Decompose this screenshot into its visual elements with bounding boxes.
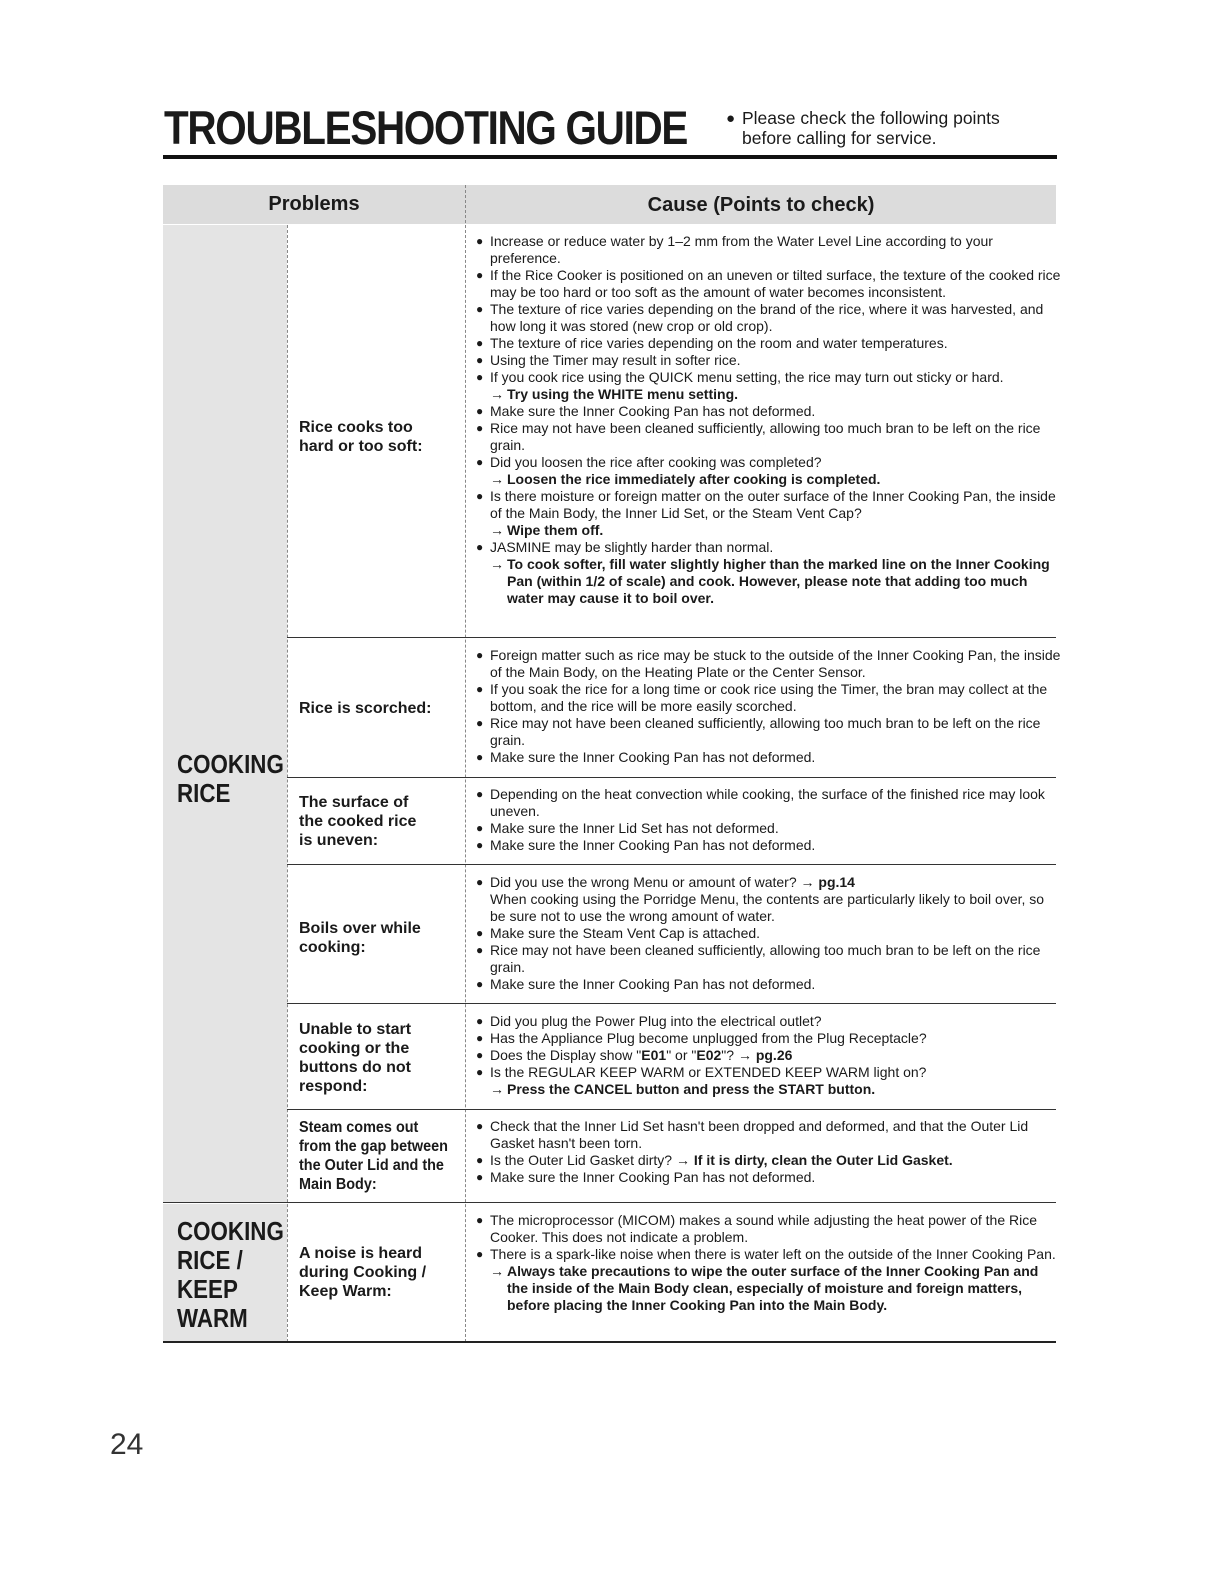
tip-item: → Try using the WHITE menu setting. [490,386,739,402]
list-item: ● Make sure the Inner Cooking Pan has not deformed. [476,837,816,853]
list-item: ● Rice may not have been cleaned sufficiently, allowing too much bran to be left on the rice grain. [476,942,1041,975]
causes-rice-scorched [476,647,1061,766]
problem-rice-scorched: Rice is scorched: [299,700,432,717]
list-item: ● Is there moisture or foreign matter on the outer surface of the Inner Cooking Pan, the inside of the Main Body, the Inner Lid Set, or the Steam Vent Cap? [476,488,1056,521]
row-divider [287,777,1056,778]
category-label-cooking-rice-keep-warm: COOKING RICE / KEEP WARM [177,1216,284,1333]
page-reference: pg.26 [755,1047,793,1063]
list-item: ● There is a spark-like noise when there is water left on the outside of the Inner Cooking Pan. [476,1246,1056,1262]
list-item: ● Foreign matter such as rice may be stuck to the outside of the Inner Cooking Pan, the inside of the Main Body, on the Heating Plate or the Center Sensor. [476,647,1061,680]
header-cause: Cause (Points to check) [647,194,875,216]
service-note-line1: Please check the following points [742,108,1000,128]
causes-steam-gap [476,1118,1061,1186]
list-item: ● Has the Appliance Plug become unplugged from the Plug Receptacle? [476,1030,927,1046]
problem-boils-over: Boils over while cooking: [299,920,421,956]
causes-surface-uneven [476,786,1061,854]
list-item: ● Is the REGULAR KEEP WARM or EXTENDED KEEP WARM light on? [476,1064,927,1080]
header-problems: Problems [268,193,360,215]
arrow-right-icon: → [737,1047,752,1063]
tip-item: → Wipe them off. [490,522,604,538]
tip-item: → Always take precautions to wipe the outer surface of the Inner Cooking Pan and the inside of the Main Body clean, especially of moisture and foreign matters, before placing the Inner Cooking Pan into the Main Body. [490,1263,1039,1313]
list-item: ● Rice may not have been cleaned sufficiently, allowing too much bran to be left on the rice grain. [476,420,1041,453]
list-item: ● If you cook rice using the QUICK menu setting, the rice may turn out sticky or hard. [476,369,1004,385]
list-item: ● Does the Display show "E01" or "E02"? → pg.26 [476,1047,793,1063]
list-item: ● Depending on the heat convection while cooking, the surface of the finished rice may look uneven. [476,786,1045,819]
list-item: ● JASMINE may be slightly harder than normal. [476,539,774,555]
divider-vertical-category [287,225,288,1342]
causes-rice-hard-or-soft [476,233,1061,607]
list-item: ● Did you loosen the rice after cooking was completed? [476,454,822,470]
problem-noise-heard: A noise is heard during Cooking / Keep Warm: [299,1245,427,1300]
list-item: ● Make sure the Inner Cooking Pan has not deformed. [476,403,816,419]
arrow-right-icon: → [490,386,504,402]
arrow-right-icon: → [490,1263,504,1279]
arrow-right-icon: → [490,522,504,538]
tip-item: → Loosen the rice immediately after cooking is completed. [490,471,881,487]
list-item: ● The microprocessor (MICOM) makes a sound while adjusting the heat power of the Rice Cooker. This does not indicate a problem. [476,1212,1038,1245]
arrow-right-icon: → [800,874,815,890]
page-number: 24 [110,1428,144,1461]
table-bottom-rule [163,1341,1056,1343]
causes-noise-heard [476,1212,1061,1314]
list-item: ● Make sure the Inner Cooking Pan has not deformed. [476,976,816,992]
row-divider [287,864,1056,865]
list-item: ● If you soak the rice for a long time or cook rice using the Timer, the bran may collect at the bottom, and the rice will be more easily scorched. [476,681,1048,714]
arrow-right-icon: → [490,471,504,487]
tip-item: → Press the CANCEL button and press the START button. [490,1081,876,1097]
list-item: ● Make sure the Steam Vent Cap is attached. [476,925,761,941]
list-item: ● Did you use the wrong Menu or amount of water? → pg.14 When cooking using the Porridge Menu, the contents are particularly likely to boil over, so be sure not to use the wrong amount of water. [476,874,1045,924]
page-title: TROUBLESHOOTING GUIDE [164,101,688,154]
causes-boils-over [476,874,1061,993]
tip-item: → To cook softer, fill water slightly higher than the marked line on the Inner Cooking Pan (within 1/2 of scale) and cook. However, please note that adding too much water may cause it to boil over. [490,556,1050,606]
causes-unable-to-start [476,1013,1061,1098]
arrow-right-icon: → [490,1081,504,1097]
row-divider [287,1109,1056,1110]
divider-vertical-cause [465,185,466,1342]
list-item: ● Rice may not have been cleaned sufficiently, allowing too much bran to be left on the rice grain. [476,715,1041,748]
list-item: ● Make sure the Inner Lid Set has not deformed. [476,820,779,836]
service-note-line2: before calling for service. [742,128,937,148]
list-item: ● The texture of rice varies depending on the brand of the rice, where it was harvested, and how long it was stored (new crop or old crop). [476,301,1044,334]
list-item: ● The texture of rice varies depending on the room and water temperatures. [476,335,948,351]
list-item: ● Did you plug the Power Plug into the electrical outlet? [476,1013,822,1029]
row-divider [287,1003,1056,1004]
category-label-cooking-rice: COOKING RICE [177,749,284,808]
list-item: ● If the Rice Cooker is positioned on an uneven or tilted surface, the texture of the cooked rice may be too hard or too soft as the amount of water becomes inconsistent. [476,267,1061,300]
list-item: ● Check that the Inner Lid Set hasn't been dropped and deformed, and that the Outer Lid Gasket hasn't been torn. [476,1118,1029,1151]
arrow-right-icon: → [490,556,504,572]
arrow-right-icon: → [675,1152,690,1168]
list-item: ● Increase or reduce water by 1–2 mm from the Water Level Line according to your preference. [476,233,993,266]
page-reference: pg.14 [818,874,855,890]
row-divider [287,637,1056,638]
row-divider [163,1202,1056,1203]
list-item: ● Make sure the Inner Cooking Pan has not deformed. [476,749,816,765]
category-cell-cooking-rice [163,225,287,1202]
problem-unable-to-start: Unable to start cooking or the buttons do not respond: [299,1021,412,1095]
category-cell-cooking-rice-keep-warm [163,1204,287,1341]
list-item: ● Using the Timer may result in softer rice. [476,352,741,368]
bullet-icon: ● [726,110,736,127]
title-rule [163,155,1057,159]
list-item: ● Make sure the Inner Cooking Pan has not deformed. [476,1169,816,1185]
problem-surface-uneven: The surface of the cooked rice is uneven: [299,794,417,849]
problem-rice-hard-or-soft: Rice cooks too hard or too soft: [299,419,423,455]
list-item: ● Is the Outer Lid Gasket dirty? → If it is dirty, clean the Outer Lid Gasket. [476,1152,953,1168]
problem-steam-gap: Steam comes out from the gap between the Outer Lid and the Main Body: [299,1119,448,1193]
